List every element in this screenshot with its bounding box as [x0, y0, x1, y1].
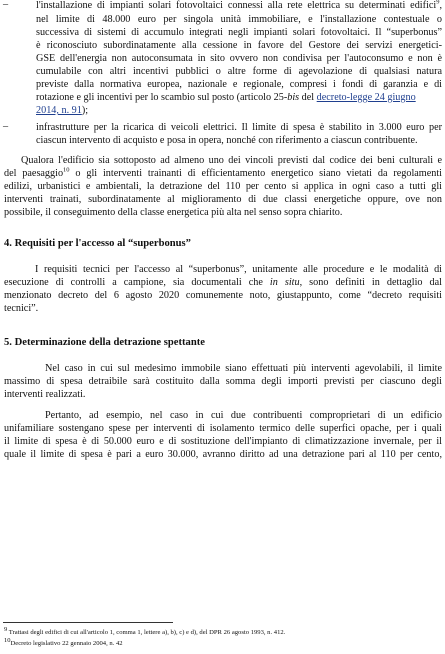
section5-p2-line-2: unifamiliare sostengano spese per interventi di isolamento termico delle superfici opache, per i quali	[4, 423, 442, 434]
footnote-ref-9[interactable]: 9	[436, 0, 440, 6]
bullet-1-line-3: successiva di sistemi di accumulo integrati negli impianti solari fotovoltaici. Il “superbonus”	[36, 27, 442, 38]
section5-p1-line-1: Nel caso in cui sul medesimo immobile siano effettuati più interventi agevolabili, il limite	[45, 363, 442, 374]
section-5-heading: 5. Determinazione della detrazione spettante	[4, 337, 205, 348]
bullet-1-line-1: l'installazione di impianti solari fotovoltaici connessi alla rete elettrica su determinati edifici$^9$,	[36, 0, 442, 11]
footnote-divider	[3, 622, 173, 623]
section4-line-1: I requisiti tecnici per l'accesso al “superbonus”, unitamente alle procedure e le modalità di	[35, 264, 442, 275]
para1-line-5: possibile, il conseguimento della classe energetica più alta nel senso sopra chiarito.	[4, 207, 343, 218]
section4-line-4: tecnici”.	[4, 303, 39, 314]
section4-line-3: menzionato decreto del 6 agosto 2020 comunemente noto, giustappunto, come “decreto requisiti	[4, 290, 442, 301]
para1-line-4: interventi trainati, subordinatamente al miglioramento di due classi energetiche oppure, ove non	[4, 194, 442, 205]
bullet-1-line-5: GSE dell'energia non autoconsumata in sito ovvero non condivisa per l'autoconsumo e non è	[36, 53, 442, 64]
bullet-1-line-8: rotazione e gli incentivi per lo scambio sul posto (articolo 25-bis del decreto-legge 24 giugno	[36, 92, 416, 103]
bullet-1-line-7: previste dalla normativa europea, nazionale e regionale, compresi i fondi di garanzia e di	[36, 79, 442, 90]
decree-link-cont[interactable]: 2014, n. 91	[36, 105, 82, 116]
footnote-ref-10[interactable]: 10	[63, 166, 70, 174]
section5-p2-line-1: Pertanto, ad esempio, nel caso in cui due contribuenti comproprietari di un edificio	[45, 410, 442, 421]
bullet-1-line-2: nel limite di 48.000 euro per singola unità immobiliare, e l'installazione contestuale o	[36, 14, 442, 25]
footnote-9: $^9$ Trattasi degli edifici di cui all'articolo 1, comma 1, lettere a), b), c) e d), del DPR 26 agosto 1993, n. 412.	[4, 625, 286, 636]
section5-p1-line-2: massimo di spesa detraibile sarà costituito dalla somma degli importi previsti per ciascuno degli	[4, 376, 442, 387]
para1-line-3: edilizi, urbanistici e ambientali, la detrazione del 110 per cento si applica in ogni caso a tutti gli	[4, 181, 442, 192]
decree-link[interactable]: decreto-legge 24 giugno	[316, 92, 416, 103]
bullet-2-line-2: ciascun intervento di acquisto e posa in opera, nonché con riferimento a ciascun contribuente.	[36, 135, 418, 146]
bullet-marker: –	[3, 0, 9, 10]
section5-p2-line-3: il limite di spesa è di 50.000 euro e di sostituzione dell'impianto di climatizzazione invernale, per il	[4, 436, 442, 447]
para1-line-1: Qualora l'edificio sia sottoposto ad almeno uno dei vincoli previsti dal codice dei beni culturali e	[21, 155, 442, 166]
bullet-1-line-4: è riconosciuto subordinatamente alla cessione in favore del Gestore dei servizi energetici-	[36, 40, 442, 51]
section-4-heading: 4. Requisiti per l'accesso al “superbonus”	[4, 238, 191, 249]
bullet-marker: –	[3, 121, 9, 132]
section5-p1-line-3: interventi realizzati.	[4, 389, 86, 400]
section4-line-2: esecuzione di controlli a campione, sia documentali che in situ, sono definiti in dettaglio dal	[4, 277, 442, 288]
para1-line-2: del paesaggio$^{10}$ o gli interventi trainanti di efficientamento energetico siano vietati da regolamenti	[4, 166, 442, 179]
bullet-1-line-6: cumulabile con altri incentivi pubblici o altre forme di agevolazione di qualsiasi natura	[36, 66, 442, 77]
section5-p2-line-4: quale il limite di spesa è pari a euro 30.000, avranno diritto ad una detrazione pari al 110 per cento,	[4, 449, 442, 460]
bullet-2-line-1: infrastrutture per la ricarica di veicoli elettrici. Il limite di spesa è stabilito in 3.000 euro per	[36, 122, 442, 133]
footnote-10: $^{10}$Decreto legislativo 22 gennaio 2004, n. 42	[4, 636, 123, 647]
bullet-1-line-9: 2014, n. 91);	[36, 105, 89, 116]
